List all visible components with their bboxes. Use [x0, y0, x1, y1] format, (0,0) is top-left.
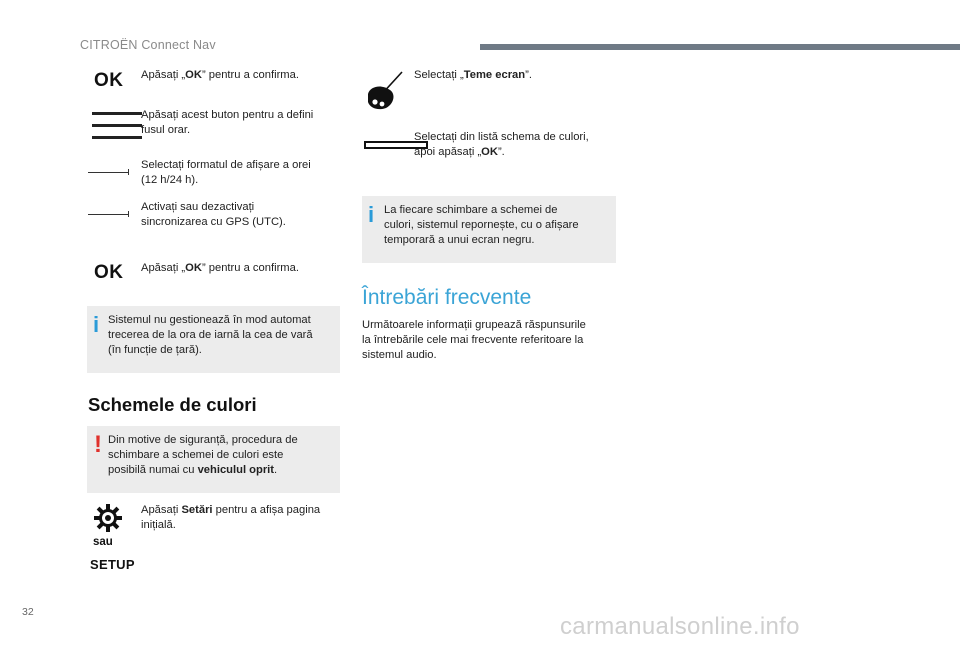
slider-line-icon-2 — [88, 214, 128, 215]
step-select-theme: Selectați „Teme ecran”. — [414, 69, 532, 81]
step-settings: Apăsați Setări pentru a afișa pagina inițială. — [141, 504, 321, 531]
section-title-faq: Întrebări frecvente — [362, 286, 532, 309]
header-title: CITROËN Connect Nav — [80, 38, 216, 52]
setup-or-label: sau — [93, 536, 113, 548]
section-title-color-schemes: Schemele de culori — [88, 394, 257, 415]
info-icon-2: i — [368, 202, 375, 227]
setup-button-label: SETUP — [90, 557, 135, 572]
step-select-scheme: Selectați din listă schema de culori, apoi apăsați „OK”. — [414, 131, 589, 158]
slider-tick-icon — [128, 169, 129, 175]
step-gps-sync: Activați sau dezactivați sincronizarea cu GPS (UTC). — [141, 201, 286, 228]
warning-icon: ! — [94, 431, 102, 458]
ok-icon: OK — [94, 70, 124, 91]
step-confirm-2: Apăsați „OK” pentru a confirma. — [141, 262, 299, 274]
menu-icon — [92, 112, 142, 148]
step-confirm-1: Apăsați „OK” pentru a confirma. — [141, 69, 299, 81]
step-timezone: Apăsați acest buton pentru a defini fusul orar. — [141, 109, 314, 136]
slider-line-icon — [88, 172, 128, 173]
info-text-dst: Sistemul nu gestionează în mod automat trecerea de la ora de iarnă la cea de vară (în funcție de țară). — [108, 314, 313, 356]
warning-text: Din motive de siguranță, procedura de schimbare a schemei de culori este posibilă numai cu vehiculul oprit. — [108, 434, 298, 476]
info-text-restart: La fiecare schimbare a schemei de culori, sistemul repornește, cu o afișare temporară a unui ecran negru. — [384, 204, 579, 246]
step-time-format: Selectați formatul de afișare a orei (12 h/24 h). — [141, 159, 311, 186]
page-number: 32 — [22, 606, 34, 618]
header-bar — [480, 44, 960, 50]
slider-tick-icon-2 — [128, 211, 129, 217]
watermark: carmanualsonline.info — [560, 613, 800, 640]
info-icon: i — [93, 312, 100, 337]
palette-brush-icon — [364, 70, 404, 112]
faq-intro-text: Următoarele informații grupează răspunsurile la întrebările cele mai frecvente referitoare la sistemul audio. — [362, 319, 586, 361]
ok-icon-2: OK — [94, 262, 124, 283]
settings-gear-icon — [94, 504, 122, 532]
